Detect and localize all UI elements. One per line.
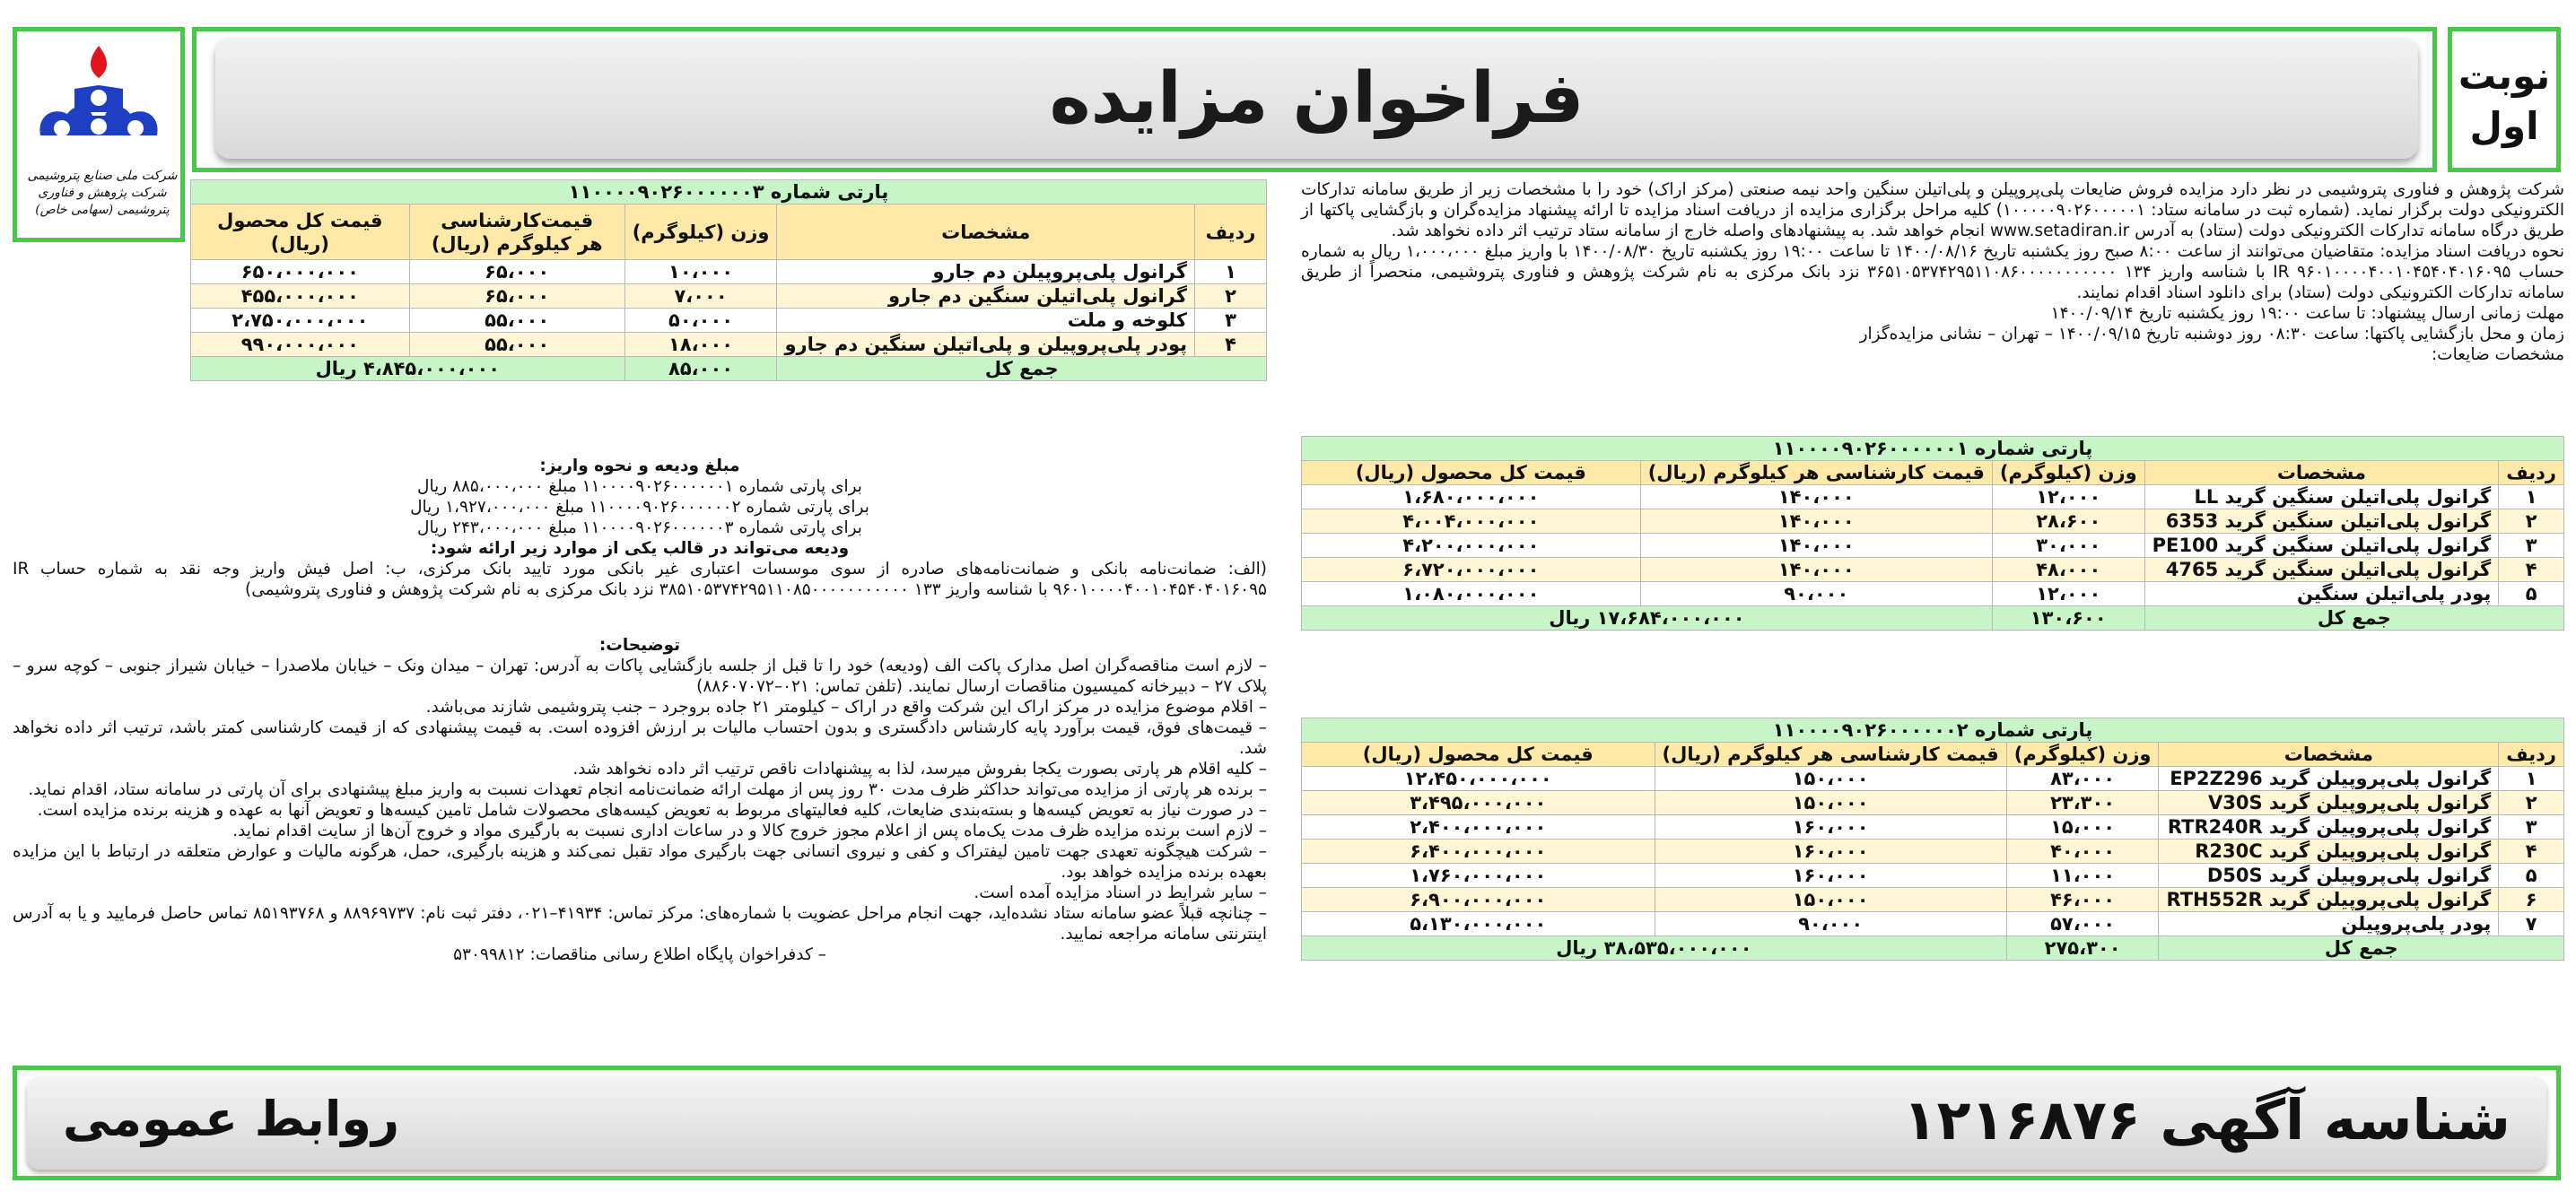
lot2-row5-n: ۵ xyxy=(2499,864,2564,888)
col-total-price-line1: قیمت کل محصول xyxy=(217,209,383,231)
lot1-row3-weight: ۳۰،۰۰۰ xyxy=(1992,534,2144,558)
lot3-row4-unit: ۵۵،۰۰۰ xyxy=(409,333,624,357)
note-item: – سایر شرایط در اسناد مزایده آمده است. xyxy=(974,883,1267,902)
lot1-total-price: ۱۷،۶۸۴،۰۰۰،۰۰۰ ریال xyxy=(1302,606,1993,631)
lot1-row5-weight: ۱۲،۰۰۰ xyxy=(1992,582,2144,606)
round-line1: نوبت xyxy=(2458,54,2551,98)
lot3-row4-weight: ۱۸،۰۰۰ xyxy=(624,333,777,357)
lot2-row2-total: ۳،۴۹۵،۰۰۰،۰۰۰ xyxy=(1302,791,1655,815)
lot2-row4-unit: ۱۶۰،۰۰۰ xyxy=(1655,840,2006,864)
lot3-row3-weight: ۵۰،۰۰۰ xyxy=(624,309,777,333)
round-box xyxy=(2448,27,2561,172)
notes-section xyxy=(13,635,1267,965)
col-unit-price: قیمت کارشناسی هر کیلوگرم (ریال) xyxy=(1640,461,1992,485)
lot3-row2-n: ۲ xyxy=(1195,284,1267,309)
lot1-row3-n: ۳ xyxy=(2499,534,2564,558)
lot3-total-weight: ۸۵،۰۰۰ xyxy=(624,357,777,381)
lot2-row7-total: ۵،۱۳۰،۰۰۰،۰۰۰ xyxy=(1302,912,1655,936)
lot3-row1-n: ۱ xyxy=(1195,260,1267,284)
lot1-row1-weight: ۱۲،۰۰۰ xyxy=(1992,485,2144,509)
col-total-price xyxy=(191,204,410,260)
deposit-line5: (الف: ضمانت‌نامه بانکی و ضمانت‌نامه‌های صادره از سوی موسسات اعتباری غیر بانکی مورد تایید بانک مرکزی، ب: اصل فیش واریز وجه نقد به شماره حساب IR ۹۶۰۱۰۰۰۰۴۰۰۱۰۴۵۴۰۴۰۱۶۰۹۵ با شناسه واریز ۱۳۳ ۳۸۵۱۰۵۳۷۴۲۹۵۱۱۰۸۵۰۰۰۰۰۰۰۰۰۰۰ نزد بانک مرکزی به نام شرکت پژوهش و فناوری پتروشیمی) xyxy=(13,560,1267,599)
col-total-price: قیمت کل محصول (ریال) xyxy=(1302,743,1655,767)
lot2-row1-n: ۱ xyxy=(2499,767,2564,791)
intro-p1: شرکت پژوهش و فناوری پتروشیمی در نظر دارد مزایده فروش ضایعات پلی‌پروپیلن و پلی‌اتیلن سنگین واحد نیمه صنعتی (مرکز اراک) خود را با مشخصات زیر از طریق سامانه تدارکات الکترونیکی دولت برگزار نماید. (شماره ثبت در سامانه ستاد: ۱۰۰۰۰۰۹۰۲۶۰۰۰۰۰۱) کلیه مراحل برگزاری مزایده از دریافت اسناد مزایده تا ارائه پیشنهاد مزایده‌گران و بازگشایی پاکتها از طریق درگاه سامانه تدارکات الکترونیکی دولت (ستاد) به آدرس www.setadiran.ir انجام خواهد شد. به پیشنهادهای واصله خارج از سامانه ستاد ترتیب اثر داده نخواهد شد. xyxy=(1301,180,2565,240)
lot2-row2-spec: گرانول پلی‌پروپیلن گرید V30S xyxy=(2159,791,2499,815)
lot1-row4-spec: گرانول پلی‌اتیلن سنگین گرید 4765 xyxy=(2144,558,2499,582)
lot2-row4-n: ۴ xyxy=(2499,840,2564,864)
lot2-row7-spec: پودر پلی‌پروپیلن xyxy=(2159,912,2499,936)
lot2-total-price: ۳۸،۵۳۵،۰۰۰،۰۰۰ ریال xyxy=(1302,936,2007,961)
ad-id: شناسه آگهی ۱۲۱۶۸۷۶ xyxy=(1902,1087,2511,1153)
lot1-row1-unit: ۱۴۰،۰۰۰ xyxy=(1640,485,1992,509)
note-item: – در صورت نیاز به تعویض کیسه‌ها و بسته‌بندی ضایعات، کلیه فعالیتهای مربوط به تعویض کیسه‌های محصولات شامل تامین کیسه‌ها و تعویض آنها به عهده و هزینه برنده مزایده است. xyxy=(37,801,1267,820)
col-row: ردیف xyxy=(2499,461,2564,485)
lot2-row6-spec: گرانول پلی‌پروپیلن گرید RTH552R xyxy=(2159,888,2499,912)
col-spec: مشخصات xyxy=(777,204,1195,260)
lot1-total-weight: ۱۳۰،۶۰۰ xyxy=(1992,606,2144,631)
lot3-row3-unit: ۵۵،۰۰۰ xyxy=(409,309,624,333)
col-weight: وزن (کیلوگرم) xyxy=(2006,743,2159,767)
note-item: – لازم است مناقصه‌گران اصل مدارک پاکت الف (ودیعه) خود را تا قبل از جلسه بازگشایی پاکات به آدرس: تهران – میدان ونک – خیابان ملاصدرا – خیابان شیراز جنوبی – کوچه سرو – پلاک ۲۷ – دبیرخانه کمیسیون مناقصات ارسال نمایند. (تلفن تماس: ۰۲۱–۸۸۶۰۷۰۷۲) xyxy=(13,657,1267,696)
lot3-row1-total: ۶۵۰،۰۰۰،۰۰۰ xyxy=(191,260,410,284)
lot1-row5-unit: ۹۰،۰۰۰ xyxy=(1640,582,1992,606)
col-unit-price: قیمت کارشناسی هر کیلوگرم (ریال) xyxy=(1655,743,2006,767)
lot3-total-price: ۴،۸۴۵،۰۰۰،۰۰۰ ریال xyxy=(191,357,625,381)
lot3-row1-spec: گرانول پلی‌پروپیلن دم جارو xyxy=(777,260,1195,284)
lot1-row4-unit: ۱۴۰،۰۰۰ xyxy=(1640,558,1992,582)
lot3-total-label: جمع کل xyxy=(777,357,1267,381)
lot2-row7-unit: ۹۰،۰۰۰ xyxy=(1655,912,2006,936)
lot1-row1-total: ۱،۶۸۰،۰۰۰،۰۰۰ xyxy=(1302,485,1641,509)
col-total-price-line2: (ریال) xyxy=(270,232,329,255)
lot1-row4-weight: ۴۸،۰۰۰ xyxy=(1992,558,2144,582)
col-unit-price xyxy=(409,204,624,260)
col-weight: وزن (کیلوگرم) xyxy=(1992,461,2144,485)
lot2-row4-spec: گرانول پلی‌پروپیلن گرید R230C xyxy=(2159,840,2499,864)
lot1-row2-unit: ۱۴۰،۰۰۰ xyxy=(1640,509,1992,534)
lot2-row1-spec: گرانول پلی‌پروپیلن گرید EP2Z296 xyxy=(2159,767,2499,791)
col-unit-price-line1: قیمت‌کارشناسی xyxy=(441,209,594,231)
lot1-row5-total: ۱،۰۸۰،۰۰۰،۰۰۰ xyxy=(1302,582,1641,606)
public-relations: روابط عمومی xyxy=(63,1091,400,1147)
lot2-row5-weight: ۱۱،۰۰۰ xyxy=(2006,864,2159,888)
deposit-line1: برای پارتی شماره ۱۱۰۰۰۰۹۰۲۶۰۰۰۰۰۰۱ مبلغ ۸۸۵،۰۰۰،۰۰۰ ریال xyxy=(417,477,862,496)
lot3-table xyxy=(190,179,1267,381)
lot1-row5-spec: پودر پلی‌اتیلن سنگین xyxy=(2144,582,2499,606)
deposit-title: مبلغ ودیعه و نحوه واریز: xyxy=(539,457,740,475)
lot3-row4-n: ۴ xyxy=(1195,333,1267,357)
page-title: فراخوان مزایده xyxy=(1049,57,1585,139)
lot2-row1-total: ۱۲،۴۵۰،۰۰۰،۰۰۰ xyxy=(1302,767,1655,791)
col-unit-price-line2: هر کیلوگرم (ریال) xyxy=(431,232,603,255)
lot1-row2-weight: ۲۸،۶۰۰ xyxy=(1992,509,2144,534)
deposit-line4: ودیعه می‌تواند در قالب یکی از موارد زیر ارائه شود: xyxy=(430,539,850,558)
lot2-row5-unit: ۱۶۰،۰۰۰ xyxy=(1655,864,2006,888)
lot2-row7-n: ۷ xyxy=(2499,912,2564,936)
lot2-row3-unit: ۱۶۰،۰۰۰ xyxy=(1655,815,2006,840)
col-spec: مشخصات xyxy=(2144,461,2499,485)
lot2-row3-n: ۳ xyxy=(2499,815,2564,840)
col-spec: مشخصات xyxy=(2159,743,2499,767)
footer-card xyxy=(27,1076,2546,1170)
col-row: ردیف xyxy=(1195,204,1267,260)
intro-p2: نحوه دریافت اسناد مزایده: متقاضیان می‌توانند از ساعت ۸:۰۰ صبح روز یکشنبه تاریخ ۱۴۰۰/۰۸/۱۶ تا ساعت ۱۹:۰۰ روز یکشنبه تاریخ ۱۴۰۰/۰۸/۳۰ با واریز مبلغ ۱،۰۰۰،۰۰۰ ریال به شماره حساب IR ۹۶۰۱۰۰۰۰۴۰۰۱۰۴۵۴۰۴۰۱۶۰۹۵ با شناسه واریز ۱۳۴ ۳۶۵۱۰۵۳۷۴۲۹۵۱۱۰۸۶۰۰۰۰۰۰۰۰۰۰۰ نزد بانک مرکزی به نام شرکت پژوهش و فناوری پتروشیمی، منحصراً از طریق سامانه تدارکات الکترونیکی دولت (ستاد) برای دانلود اسناد اقدام نمایند. xyxy=(1301,242,2565,302)
lot1-row3-spec: گرانول پلی‌اتیلن سنگین گرید PE100 xyxy=(2144,534,2499,558)
lot1-total-label: جمع کل xyxy=(2144,606,2563,631)
lot3-row3-spec: کلوخه و ملت xyxy=(777,309,1195,333)
lot2-table xyxy=(1301,718,2564,961)
lot2-row4-total: ۶،۴۰۰،۰۰۰،۰۰۰ xyxy=(1302,840,1655,864)
lot2-row2-weight: ۲۳،۳۰۰ xyxy=(2006,791,2159,815)
note-item: – کدفراخوان پایگاه اطلاع رسانی مناقصات: ۵۳۰۹۹۸۱۲ xyxy=(453,945,826,964)
lot2-row2-n: ۲ xyxy=(2499,791,2564,815)
deposit-section xyxy=(13,456,1267,600)
col-total-price: قیمت کل محصول (ریال) xyxy=(1302,461,1641,485)
lot2-row3-total: ۲،۴۰۰،۰۰۰،۰۰۰ xyxy=(1302,815,1655,840)
lot1-row5-n: ۵ xyxy=(2499,582,2564,606)
note-item: – برنده هر پارتی از مزایده می‌تواند حداکثر ظرف مدت ۳۰ روز پس از مهلت ارائه ضمانت‌نامه انجام تعهدات نسبت به واریز مبلغ پیشنهادی برای آن پارتی در سامانه ستاد، اقدام نماید. xyxy=(28,780,1267,799)
lot3-caption: پارتی شماره ۱۱۰۰۰۰۹۰۲۶۰۰۰۰۰۰۳ xyxy=(191,180,1267,204)
lot1-row4-total: ۶،۷۲۰،۰۰۰،۰۰۰ xyxy=(1302,558,1641,582)
lot1-row2-n: ۲ xyxy=(2499,509,2564,534)
lot3-row3-total: ۲،۷۵۰،۰۰۰،۰۰۰ xyxy=(191,309,410,333)
lot2-row2-unit: ۱۵۰،۰۰۰ xyxy=(1655,791,2006,815)
lot2-row3-weight: ۱۵،۰۰۰ xyxy=(2006,815,2159,840)
col-row: ردیف xyxy=(2499,743,2564,767)
notes-title: توضیحات: xyxy=(598,636,681,655)
lot3-row2-unit: ۶۵،۰۰۰ xyxy=(409,284,624,309)
note-item: – قیمت‌های فوق، قیمت برآورد پایه کارشناس دادگستری و بدون احتساب مالیات بر ارزش افزوده است. به قیمت پیشنهادی که از قیمت کارشناسی کمتر باشد، ترتیب اثر داده نخواهد شد. xyxy=(13,718,1267,758)
note-item: – چنانچه قبلاً عضو سامانه ستاد نشده‌اید، جهت انجام مراحل عضویت با شماره‌های: مرکز تماس: ۴۱۹۳۴–۰۲۱، دفتر ثبت نام: ۸۸۹۶۹۷۳۷ و ۸۵۱۹۳۷۶۸ تماس حاصل فرمایید و یا به آدرس اینترنتی سامانه مراجعه نمایید. xyxy=(13,904,1267,944)
note-item: – کلیه اقلام هر پارتی بصورت یکجا بفروش میرسد، لذا به پیشنهادات ناقص ترتیب اثر داده نخواهد شد. xyxy=(572,760,1267,779)
lot3-row4-spec: پودر پلی‌پروپیلن و پلی‌اتیلن سنگین دم جارو xyxy=(777,333,1195,357)
company-logo-icon xyxy=(17,39,180,164)
lot3-row1-weight: ۱۰،۰۰۰ xyxy=(624,260,777,284)
deposit-line3: برای پارتی شماره ۱۱۰۰۰۰۹۰۲۶۰۰۰۰۰۰۳ مبلغ ۲۴۳،۰۰۰،۰۰۰ ریال xyxy=(417,518,862,537)
note-item: – اقلام موضوع مزایده در مرکز اراک این شرکت واقع در اراک – کیلومتر ۲۱ جاده بروجرد – جنب پتروشیمی شازند می‌باشد. xyxy=(425,698,1267,717)
note-item: – لازم است برنده مزایده ظرف مدت یک‌ماه پس از اعلام مجوز خروج کالا و در ساعات اداری نسبت به بارگیری مواد و خروج آن‌ها از سایت اقدام نماید. xyxy=(232,822,1267,840)
lot2-row6-n: ۶ xyxy=(2499,888,2564,912)
note-item: – شرکت هیچگونه تعهدی جهت تامین لیفتراک و کفی و نیروی انسانی جهت بارگیری مواد تقبل نمی‌کند و هزینه بارگیری، حمل، هرگونه مالیات و عوارض متعلقه در ارتباط با این مزایده بعهده برنده مزایده خواهد بود. xyxy=(13,842,1267,882)
lot2-total-label: جمع کل xyxy=(2159,936,2564,961)
lot2-row5-total: ۱،۷۶۰،۰۰۰،۰۰۰ xyxy=(1302,864,1655,888)
lot2-caption: پارتی شماره ۱۱۰۰۰۰۹۰۲۶۰۰۰۰۰۰۲ xyxy=(1302,718,2564,743)
lot2-row3-spec: گرانول پلی‌پروپیلن گرید RTR240R xyxy=(2159,815,2499,840)
lot2-row6-weight: ۴۶،۰۰۰ xyxy=(2006,888,2159,912)
lot3-row4-total: ۹۹۰،۰۰۰،۰۰۰ xyxy=(191,333,410,357)
lot1-caption: پارتی شماره ۱۱۰۰۰۰۹۰۲۶۰۰۰۰۰۰۱ xyxy=(1302,437,2564,461)
col-weight: وزن (کیلوگرم) xyxy=(624,204,777,260)
lot3-row1-unit: ۶۵،۰۰۰ xyxy=(409,260,624,284)
lot1-row3-unit: ۱۴۰،۰۰۰ xyxy=(1640,534,1992,558)
lot1-row1-n: ۱ xyxy=(2499,485,2564,509)
intro-text xyxy=(1301,179,2564,365)
logo-text: شرکت ملی صنایع پتروشیمی شرکت پژوهش و فناوری پتروشیمی (سهامی خاص) xyxy=(27,169,178,217)
lot3-row2-total: ۴۵۵،۰۰۰،۰۰۰ xyxy=(191,284,410,309)
intro-p3: مهلت زمانی ارسال پیشنهاد: تا ساعت ۱۹:۰۰ روز یکشنبه تاریخ ۱۴۰۰/۰۹/۱۴ xyxy=(2050,304,2564,323)
lot2-row6-total: ۶،۹۰۰،۰۰۰،۰۰۰ xyxy=(1302,888,1655,912)
lot2-row5-spec: گرانول پلی‌پروپیلن گرید D50S xyxy=(2159,864,2499,888)
lot2-row4-weight: ۴۰،۰۰۰ xyxy=(2006,840,2159,864)
lot1-row4-n: ۴ xyxy=(2499,558,2564,582)
lot1-table xyxy=(1301,436,2564,631)
lot3-row2-spec: گرانول پلی‌اتیلن سنگین دم جارو xyxy=(777,284,1195,309)
lot1-row2-spec: گرانول پلی‌اتیلن سنگین گرید 6353 xyxy=(2144,509,2499,534)
deposit-line2: برای پارتی شماره ۱۱۰۰۰۰۹۰۲۶۰۰۰۰۰۰۲ مبلغ ۱،۹۲۷،۰۰۰،۰۰۰ ریال xyxy=(410,498,869,517)
lot2-row6-unit: ۱۵۰،۰۰۰ xyxy=(1655,888,2006,912)
lot2-row1-unit: ۱۵۰،۰۰۰ xyxy=(1655,767,2006,791)
lot1-row1-spec: گرانول پلی‌اتیلن سنگین گرید LL xyxy=(2144,485,2499,509)
intro-p4: زمان و محل بازگشایی پاکتها: ساعت ۰۸:۳۰ روز دوشنبه تاریخ ۱۴۰۰/۰۹/۱۵ – تهران – نشانی مزایده‌گزار xyxy=(1859,325,2564,344)
lot2-row1-weight: ۸۳،۰۰۰ xyxy=(2006,767,2159,791)
round-line2: اول xyxy=(2469,104,2539,148)
lot3-row2-weight: ۷،۰۰۰ xyxy=(624,284,777,309)
lot1-row3-total: ۴،۲۰۰،۰۰۰،۰۰۰ xyxy=(1302,534,1641,558)
lot1-row2-total: ۴،۰۰۴،۰۰۰،۰۰۰ xyxy=(1302,509,1641,534)
logo-box xyxy=(13,27,185,242)
title-card xyxy=(215,38,2418,159)
lot3-row3-n: ۳ xyxy=(1195,309,1267,333)
intro-p5: مشخصات ضایعات: xyxy=(2431,345,2564,364)
lot2-row7-weight: ۵۷،۰۰۰ xyxy=(2006,912,2159,936)
lot2-total-weight: ۲۷۵،۳۰۰ xyxy=(2006,936,2159,961)
